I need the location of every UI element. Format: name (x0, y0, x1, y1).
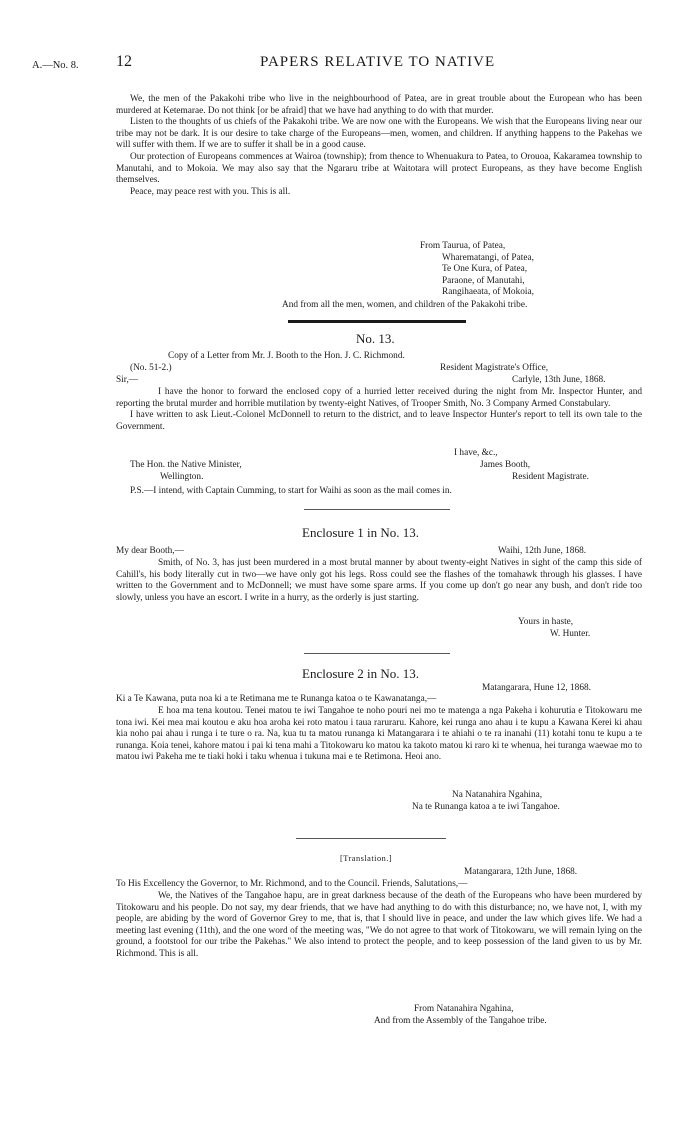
letter-paragraph: Listen to the thoughts of us chiefs of the Pakakohi tribe. We are now one with the Europeans. We wish that the Europeans living near our tribe may not be dark. It is our desire to take charge of the Europeans—men, women, and children. If anything happens to the Pakehas we will suffer with them. If we are to suffer it shall be in a good cause. (116, 117, 642, 151)
place-date: Carlyle, 13th June, 1868. (512, 375, 606, 385)
signer-name: Na Natanahira Ngahina, (452, 790, 543, 800)
letter-close: Yours in haste, (518, 617, 574, 627)
signatory: Te One Kura, of Patea, (442, 264, 528, 275)
section-heading: Enclosure 1 in No. 13. (302, 525, 419, 540)
signer-title: Resident Magistrate. (512, 472, 589, 482)
hunter-letter-body (116, 558, 642, 604)
page-header (32, 53, 672, 76)
paper-reference: A.—No. 8. (32, 60, 79, 71)
letter-paragraph: Smith, of No. 3, has just been murdered in a most brutal manner by about twenty-eight Natives in sight of the camp this side of Cahill's, his body literally cut in two—we have only got his legs. Ross could see the flashes of the tomahawk through his glasses. I have written to the Government and to McDonnell; we must have some spare arms. If you come up don't go near any bush, and don't ride too slowly, unless you have an escort. I write in a hurry, as the orderly is just starting. (116, 558, 642, 603)
salutation: To His Excellency the Governor, to Mr. Richmond, and to the Council. Friends, Salutations,— (116, 879, 468, 889)
salutation: Ki a Te Kawana, puta noa ki a te Retimana me te Runanga katoa o te Kawanatanga,— (116, 694, 437, 704)
signer-name: James Booth, (480, 460, 531, 470)
salutation: My dear Booth,— (116, 546, 184, 556)
section-divider (304, 653, 450, 654)
salutation: Sir,— (116, 375, 139, 385)
page-number: 12 (116, 53, 132, 70)
signatory: Wharematangi, of Patea, (442, 252, 534, 263)
translation-body (116, 891, 642, 961)
postscript: P.S.—I intend, with Captain Cumming, to start for Waihi as soon as the mail comes in. (130, 486, 452, 496)
letter-reference: (No. 51-2.) (130, 363, 172, 373)
translation-label: [Translation.] (340, 854, 393, 863)
pakakohi-letter (116, 94, 642, 198)
office-name: Resident Magistrate's Office, (440, 363, 549, 373)
letter-caption: Copy of a Letter from Mr. J. Booth to the Hon. J. C. Richmond. (168, 351, 405, 361)
signer-group: And from the Assembly of the Tangahoe tribe. (374, 1016, 547, 1026)
addressee-place: Wellington. (160, 472, 204, 482)
letter-paragraph: We, the men of the Pakakohi tribe who live in the neighbourhood of Patea, are in great trouble about the European who has been murdered at Ketemarae. Do not think [or be afraid] that we have had anything to do with that murder. (116, 94, 642, 116)
section-divider (288, 320, 466, 323)
letter-paragraph: Peace, may peace rest with you. This is all. (130, 186, 291, 197)
addressee: The Hon. the Native Minister, (130, 460, 242, 470)
signer-group: Na te Runanga katoa a te iwi Tangahoe. (412, 802, 560, 812)
signer-name: W. Hunter. (550, 629, 591, 639)
booth-letter-body (116, 387, 642, 433)
letter-paragraph: E hoa ma tena koutou. Tenei matou te iwi Tangahoe te noho pouri nei mo te matenga a nga Pakeha i kohurutia e Titokowaru me tona iwi. Kei mea mai koutou e aku hoa aroha kei roto matou i taua raruraru. Kahore, kei runga ano ahau i te kupu a Kawana Kerei ki ahau kia noho pai ahau i runga i te ture o ra. Na, kua tu ta matou runanga ki Matangarara i te ahiahi o te ra inanahi (11) kotahi tonu te kupu a te runanga. Koia tenei, kahore matou i pai ki tena mahi a Titokowaru ko matou ka takoto matou ki raro ki te whenua, hei turanga waewae mo to matou iwi Pakeha me te tiaki hoki i taku whenua i tukuna mai e te Retimona. Heoi ano. (116, 706, 642, 763)
letter-close: I have, &c., (454, 448, 498, 458)
letter-paragraph: I have written to ask Lieut.-Colonel McDonnell to return to the district, and to leave Inspector Hunter's report to tell its own tale to the Government. (116, 410, 642, 432)
running-title: PAPERS RELATIVE TO NATIVE (260, 54, 496, 70)
section-divider (304, 509, 450, 510)
letter-paragraph: We, the Natives of the Tangahoe hapu, are in great darkness because of the death of the Europeans who have been murdered by Titokowaru and his people. Do not say, my dear friends, that we have had anything to do with this disturbance; no, we have not, I, with my people, are abiding by the word of Governor Grey to me, that is, that I should live in peace, and under the law which gives life. We had a meeting last evening (11th), and the one word of the meeting was, "We do not agree to that work of Titokowaru, we will remain lying on the ground, a footstool for our tribe the Pakehas." We also intend to protect the people, and to keep possession of the land given to us by Mr. Richmond. This is all. (116, 891, 642, 959)
signatory: Paraone, of Manutahi, (442, 275, 525, 286)
maori-letter-body (116, 706, 642, 764)
letter-paragraph: Our protection of Europeans commences at Wairoa (township); from thence to Whenuakura to Patea, to Orouoa, Kakaramea township to Manutahi, and to Mokoia. We may also say that the Ngararu tribe at Waitotara will protect Europeans, as they have become English themselves. (116, 151, 642, 186)
place-date: Matangarara, Hune 12, 1868. (482, 683, 591, 693)
letter-paragraph: I have the honor to forward the enclosed copy of a hurried letter received during the night from Mr. Inspector Hunter, and reporting the brutal murder and horrible mutilation by twenty-eight Natives, of Trooper Smith, No. 3 Company Armed Constabulary. (116, 387, 642, 409)
section-divider (296, 838, 446, 839)
place-date: Matangarara, 12th June, 1868. (464, 867, 578, 877)
signatory: Rangihaeata, of Mokoia, (442, 287, 534, 298)
signer-name: From Natanahira Ngahina, (414, 1004, 514, 1014)
section-heading: No. 13. (356, 331, 395, 346)
section-heading: Enclosure 2 in No. 13. (302, 666, 419, 681)
letter-closing: And from all the men, women, and children of the Pakakohi tribe. (282, 300, 528, 310)
signatory-list (420, 241, 534, 299)
place-date: Waihi, 12th June, 1868. (498, 546, 587, 556)
signatory: From Taurua, of Patea, (420, 241, 506, 251)
